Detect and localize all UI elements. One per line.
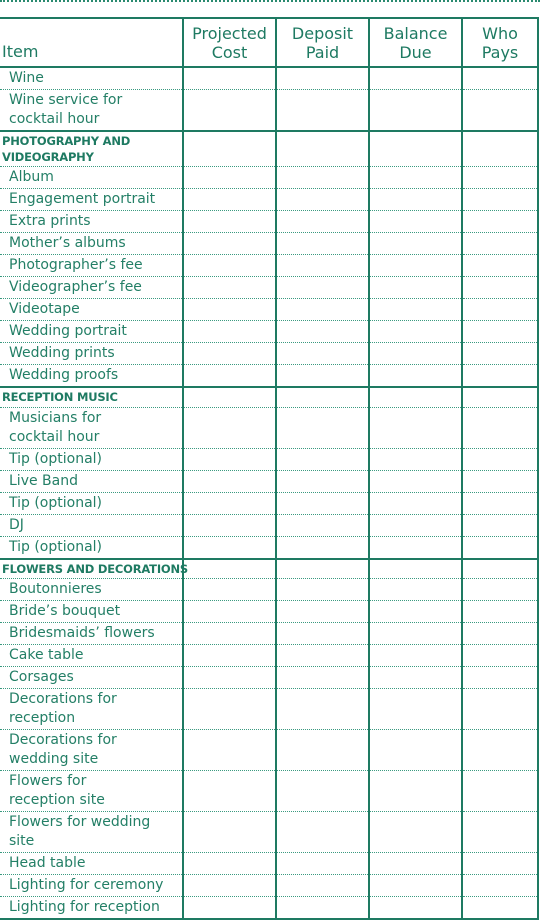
table-row (0, 189, 538, 211)
cell-balance-due (369, 812, 462, 853)
cell-who-pays (462, 387, 538, 407)
row-label: Boutonnieres (0, 579, 183, 601)
cell-deposit-paid (276, 448, 369, 470)
row-label: Bride’s bouquet (0, 601, 183, 623)
row-label: Flowers for wedding site (0, 812, 183, 853)
cell-deposit-paid (276, 365, 369, 388)
cell-balance-due (369, 90, 462, 132)
cell-balance-due (369, 299, 462, 321)
cell-who-pays (462, 897, 538, 920)
cell-projected-cost (183, 321, 276, 343)
row-label: Bridesmaids’ flowers (0, 623, 183, 645)
cell-projected-cost (183, 255, 276, 277)
cell-deposit-paid (276, 387, 369, 407)
cell-balance-due (369, 853, 462, 875)
cell-deposit-paid (276, 623, 369, 645)
cell-who-pays (462, 407, 538, 448)
cell-deposit-paid (276, 321, 369, 343)
table-row (0, 853, 538, 875)
top-dotted-rule (0, 0, 540, 2)
cell-who-pays (462, 667, 538, 689)
cell-projected-cost (183, 211, 276, 233)
cell-projected-cost (183, 470, 276, 492)
cell-who-pays (462, 365, 538, 388)
row-label: Musicians for cocktail hour (0, 407, 183, 448)
header-row (0, 18, 538, 67)
table-row (0, 233, 538, 255)
cell-deposit-paid (276, 875, 369, 897)
row-label: Videotape (0, 299, 183, 321)
row-label: Tip (optional) (0, 492, 183, 514)
table-row (0, 321, 538, 343)
row-label: Lighting for reception (0, 897, 183, 920)
row-label: Wine service for cocktail hour (0, 90, 183, 132)
table-row (0, 90, 538, 132)
cell-projected-cost (183, 514, 276, 536)
cell-balance-due (369, 645, 462, 667)
row-label: Wine (0, 67, 183, 90)
table-row (0, 343, 538, 365)
cell-who-pays (462, 90, 538, 132)
table-row (0, 645, 538, 667)
table-row (0, 601, 538, 623)
cell-who-pays (462, 536, 538, 559)
table-row (0, 167, 538, 189)
table-row (0, 299, 538, 321)
row-label: Wedding proofs (0, 365, 183, 388)
table-row (0, 771, 538, 812)
cell-balance-due (369, 514, 462, 536)
table-row (0, 448, 538, 470)
cell-who-pays (462, 343, 538, 365)
cell-who-pays (462, 853, 538, 875)
table-row (0, 407, 538, 448)
cell-deposit-paid (276, 559, 369, 579)
row-label: DJ (0, 514, 183, 536)
cell-deposit-paid (276, 689, 369, 730)
table-row (0, 67, 538, 90)
cell-deposit-paid (276, 853, 369, 875)
cell-deposit-paid (276, 211, 369, 233)
row-label: Head table (0, 853, 183, 875)
section-header-row (0, 387, 538, 407)
cell-who-pays (462, 470, 538, 492)
cell-projected-cost (183, 365, 276, 388)
row-label: Lighting for ceremony (0, 875, 183, 897)
cell-balance-due (369, 167, 462, 189)
cell-balance-due (369, 689, 462, 730)
column-header-balance-due: Balance Due (369, 18, 462, 67)
cell-who-pays (462, 492, 538, 514)
row-label: Tip (optional) (0, 448, 183, 470)
cell-who-pays (462, 299, 538, 321)
cell-deposit-paid (276, 343, 369, 365)
table-row (0, 211, 538, 233)
cell-balance-due (369, 897, 462, 920)
row-label: Corsages (0, 667, 183, 689)
cell-balance-due (369, 771, 462, 812)
cell-deposit-paid (276, 67, 369, 90)
cell-projected-cost (183, 730, 276, 771)
cell-projected-cost (183, 189, 276, 211)
cell-deposit-paid (276, 492, 369, 514)
cell-deposit-paid (276, 771, 369, 812)
cell-projected-cost (183, 812, 276, 853)
cell-projected-cost (183, 277, 276, 299)
cell-balance-due (369, 559, 462, 579)
cell-who-pays (462, 255, 538, 277)
cell-who-pays (462, 277, 538, 299)
row-label: Wedding portrait (0, 321, 183, 343)
section-title: FLOWERS AND DECORATIONS (0, 559, 183, 579)
cell-projected-cost (183, 559, 276, 579)
table-row (0, 689, 538, 730)
column-header-who-pays: Who Pays (462, 18, 538, 67)
cell-deposit-paid (276, 812, 369, 853)
cell-balance-due (369, 189, 462, 211)
cell-deposit-paid (276, 730, 369, 771)
cell-balance-due (369, 730, 462, 771)
cell-who-pays (462, 771, 538, 812)
cell-projected-cost (183, 853, 276, 875)
cell-balance-due (369, 365, 462, 388)
cell-projected-cost (183, 579, 276, 601)
row-label: Mother’s albums (0, 233, 183, 255)
column-header-item: Item (0, 18, 183, 67)
table-row (0, 812, 538, 853)
cell-deposit-paid (276, 167, 369, 189)
cell-who-pays (462, 875, 538, 897)
cell-projected-cost (183, 167, 276, 189)
cell-balance-due (369, 255, 462, 277)
cell-balance-due (369, 131, 462, 167)
row-label: Album (0, 167, 183, 189)
cell-deposit-paid (276, 131, 369, 167)
row-label: Decorations for reception (0, 689, 183, 730)
cell-projected-cost (183, 131, 276, 167)
cell-deposit-paid (276, 407, 369, 448)
section-header-row (0, 559, 538, 579)
cell-projected-cost (183, 233, 276, 255)
row-label: Flowers for reception site (0, 771, 183, 812)
cell-projected-cost (183, 645, 276, 667)
cell-projected-cost (183, 492, 276, 514)
column-header-deposit-paid: Deposit Paid (276, 18, 369, 67)
cell-balance-due (369, 492, 462, 514)
row-label: Videographer’s fee (0, 277, 183, 299)
cell-balance-due (369, 536, 462, 559)
cell-balance-due (369, 277, 462, 299)
cell-projected-cost (183, 448, 276, 470)
cell-who-pays (462, 812, 538, 853)
cell-who-pays (462, 623, 538, 645)
cell-deposit-paid (276, 645, 369, 667)
cell-who-pays (462, 689, 538, 730)
row-label: Wedding prints (0, 343, 183, 365)
column-header-projected-cost: Projected Cost (183, 18, 276, 67)
cell-deposit-paid (276, 536, 369, 559)
cell-projected-cost (183, 90, 276, 132)
row-label: Extra prints (0, 211, 183, 233)
row-label: Cake table (0, 645, 183, 667)
cell-balance-due (369, 321, 462, 343)
cell-who-pays (462, 211, 538, 233)
cell-deposit-paid (276, 90, 369, 132)
cell-balance-due (369, 601, 462, 623)
cell-projected-cost (183, 897, 276, 920)
cell-projected-cost (183, 601, 276, 623)
cell-projected-cost (183, 343, 276, 365)
cell-balance-due (369, 233, 462, 255)
cell-who-pays (462, 579, 538, 601)
cell-balance-due (369, 579, 462, 601)
cell-balance-due (369, 343, 462, 365)
cell-balance-due (369, 448, 462, 470)
row-label: Live Band (0, 470, 183, 492)
cell-who-pays (462, 167, 538, 189)
cell-projected-cost (183, 67, 276, 90)
row-label: Decorations for wedding site (0, 730, 183, 771)
section-title: RECEPTION MUSIC (0, 387, 183, 407)
cell-who-pays (462, 189, 538, 211)
cell-who-pays (462, 601, 538, 623)
cell-deposit-paid (276, 277, 369, 299)
cell-projected-cost (183, 387, 276, 407)
cell-deposit-paid (276, 189, 369, 211)
table-row (0, 470, 538, 492)
cell-deposit-paid (276, 514, 369, 536)
row-label: Tip (optional) (0, 536, 183, 559)
cell-balance-due (369, 667, 462, 689)
cell-deposit-paid (276, 667, 369, 689)
table-row (0, 897, 538, 920)
cell-balance-due (369, 407, 462, 448)
row-label: Engagement portrait (0, 189, 183, 211)
cell-who-pays (462, 645, 538, 667)
cell-who-pays (462, 67, 538, 90)
budget-table (0, 17, 539, 920)
cell-balance-due (369, 387, 462, 407)
table-row (0, 667, 538, 689)
cell-deposit-paid (276, 299, 369, 321)
table-row (0, 730, 538, 771)
cell-who-pays (462, 730, 538, 771)
cell-balance-due (369, 211, 462, 233)
cell-who-pays (462, 233, 538, 255)
cell-projected-cost (183, 536, 276, 559)
cell-deposit-paid (276, 233, 369, 255)
cell-balance-due (369, 470, 462, 492)
table-row (0, 255, 538, 277)
table-row (0, 536, 538, 559)
cell-projected-cost (183, 875, 276, 897)
cell-who-pays (462, 448, 538, 470)
table-row (0, 623, 538, 645)
cell-deposit-paid (276, 601, 369, 623)
cell-deposit-paid (276, 470, 369, 492)
cell-deposit-paid (276, 579, 369, 601)
table-row (0, 579, 538, 601)
section-title: PHOTOGRAPHY AND VIDEOGRAPHY (0, 131, 183, 167)
cell-projected-cost (183, 623, 276, 645)
cell-balance-due (369, 623, 462, 645)
table-row (0, 875, 538, 897)
cell-projected-cost (183, 407, 276, 448)
cell-projected-cost (183, 667, 276, 689)
table-row (0, 514, 538, 536)
cell-projected-cost (183, 689, 276, 730)
cell-who-pays (462, 131, 538, 167)
cell-deposit-paid (276, 897, 369, 920)
table-row (0, 492, 538, 514)
cell-projected-cost (183, 771, 276, 812)
section-header-row (0, 131, 538, 167)
cell-deposit-paid (276, 255, 369, 277)
cell-who-pays (462, 514, 538, 536)
table-row (0, 365, 538, 388)
row-label: Photographer’s fee (0, 255, 183, 277)
cell-balance-due (369, 67, 462, 90)
table-row (0, 277, 538, 299)
cell-who-pays (462, 321, 538, 343)
cell-balance-due (369, 875, 462, 897)
cell-projected-cost (183, 299, 276, 321)
cell-who-pays (462, 559, 538, 579)
